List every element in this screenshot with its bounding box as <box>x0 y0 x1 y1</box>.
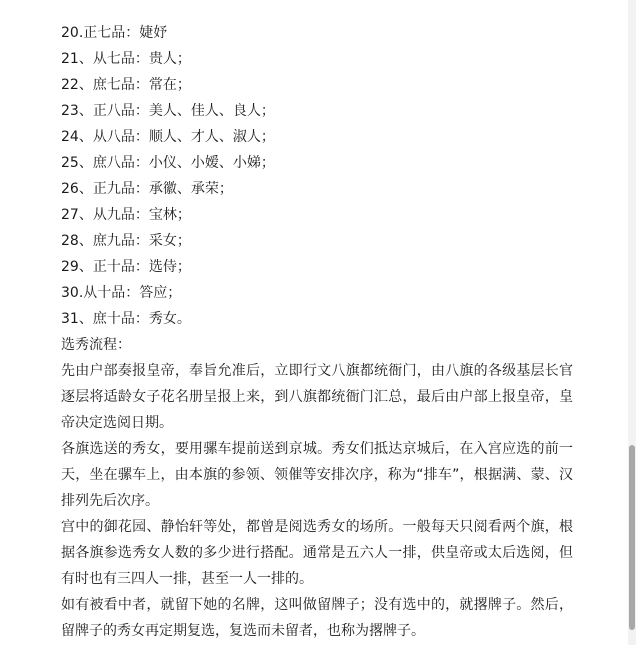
document-body <box>61 20 573 644</box>
rank-line: 28、庶九品：采女； <box>61 233 191 249</box>
rank-line: 22、庶七品：常在； <box>61 77 191 93</box>
rank-line: 26、正九品：承徽、承荣； <box>61 181 233 197</box>
scrollbar-thumb[interactable] <box>629 445 635 630</box>
process-heading: 选秀流程： <box>61 337 131 353</box>
vertical-scrollbar[interactable] <box>628 0 636 645</box>
paragraph-transport: 各旗选送的秀女，要用骡车提前送到京城。秀女们抵达京城后，在入宫应选的前一天，坐在骡车上，由本旗的参领、领催等安排次序，称为“排车”，根据满、蒙、汉排列先后次序。 <box>61 441 573 509</box>
paragraph-venue: 宫中的御花园、静怡轩等处，都曾是阅选秀女的场所。一般每天只阅看两个旗，根据各旗参选秀女人数的多少进行搭配。通常是五六人一排，供皇帝或太后选阅，但有时也有三四人一排，甚至一人一排的。 <box>61 519 573 587</box>
rank-line: 20.正七品：婕妤 <box>61 25 168 41</box>
rank-line: 27、从九品：宝林； <box>61 207 191 223</box>
rank-line: 25、庶八品：小仪、小嫒、小娣； <box>61 155 275 171</box>
rank-line: 21、从七品：贵人； <box>61 51 191 67</box>
rank-line: 23、正八品：美人、佳人、良人； <box>61 103 275 119</box>
rank-line: 29、正十品：选侍； <box>61 259 191 275</box>
rank-line: 24、从八品：顺人、才人、淑人； <box>61 129 275 145</box>
paragraph-selection: 如有被看中者，就留下她的名牌，这叫做留牌子；没有选中的，就撂牌子。然后，留牌子的秀女再定期复选，复选而未留者，也称为撂牌子。 <box>61 597 573 639</box>
rank-line: 31、庶十品：秀女。 <box>61 311 191 327</box>
rank-line: 30.从十品：答应； <box>61 285 182 301</box>
paragraph-reporting: 先由户部奏报皇帝，奉旨允准后，立即行文八旗都统衙门，由八旗的各级基层长官逐层将适龄女子花名册呈报上来，到八旗都统衙门汇总，最后由户部上报皇帝，皇帝决定选阅日期。 <box>61 363 573 431</box>
